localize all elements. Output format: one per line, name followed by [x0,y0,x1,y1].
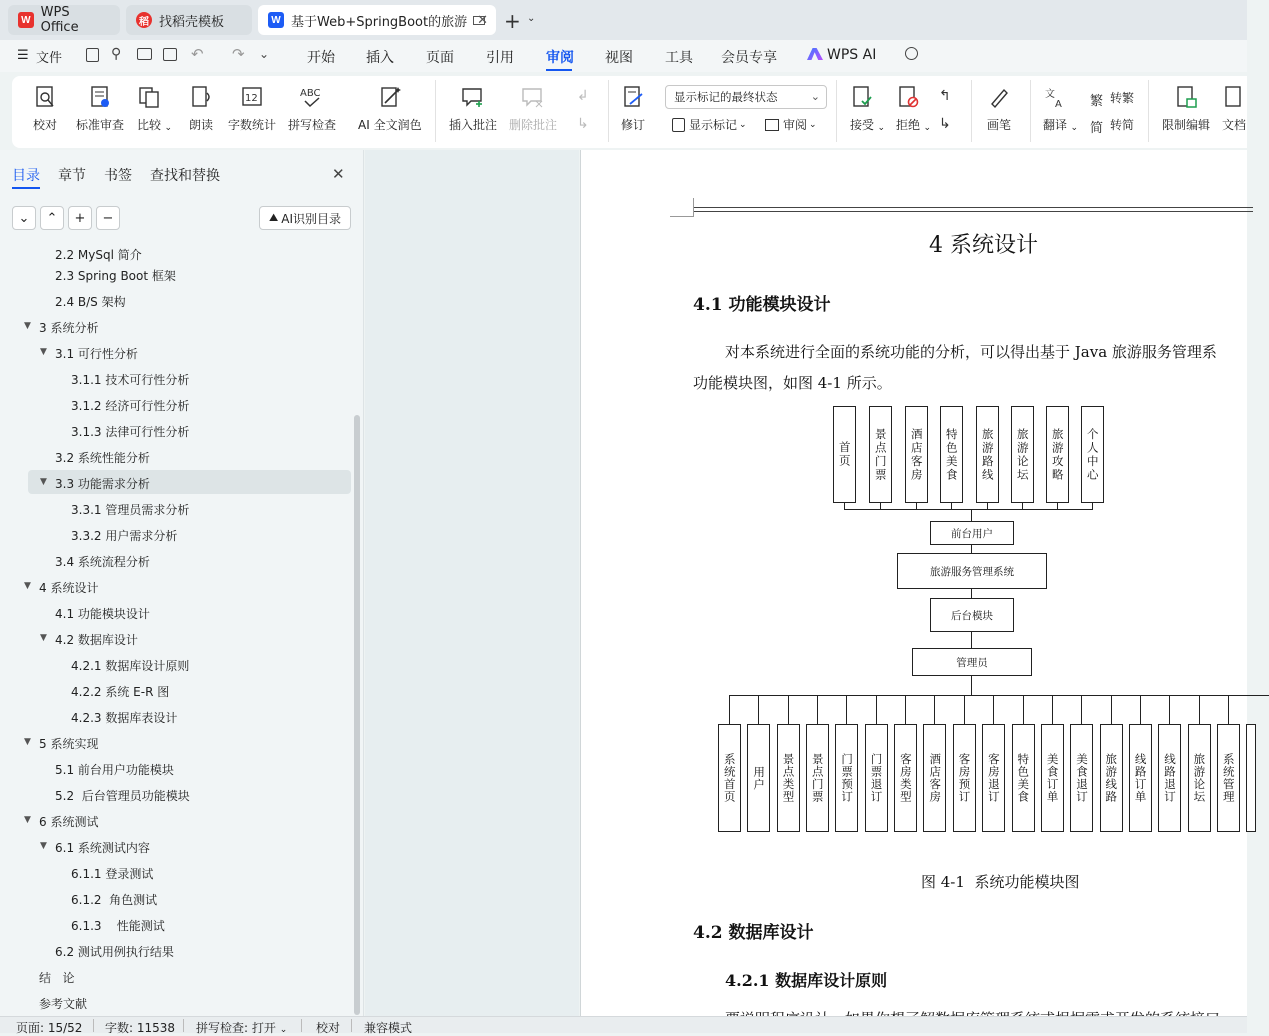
to-simplified-button[interactable]: 简 转简 [1090,118,1135,136]
redo-icon[interactable]: ↷ [232,45,245,63]
menu-view[interactable]: 视图 [605,50,633,66]
connector-line [758,695,759,724]
chevron-down-icon: ⌄ [279,1025,288,1035]
svg-text:ABC: ABC [300,88,321,99]
expand-triangle-icon[interactable]: ▼ [24,581,31,591]
track-changes-button[interactable]: 修订 [620,84,646,133]
status-separator [183,1019,184,1032]
connector-line [1052,695,1053,724]
next-comment-icon[interactable]: ↳ [577,116,589,132]
toc-item[interactable]: 6 系统测试 [39,815,99,829]
bottom-module-box: 景点门票 [806,724,829,832]
close-tab-icon[interactable]: ✕ [477,12,488,28]
expand-triangle-icon[interactable]: ▼ [40,477,47,487]
menu-review[interactable]: 审阅 [546,50,574,66]
toc-item[interactable]: 4.2.2 系统 E-R 图 [71,685,170,699]
standard-review-icon [87,84,113,110]
bottom-module-box: 景点类型 [777,724,800,832]
svg-text:A: A [1055,99,1062,110]
connector-line [817,695,818,724]
bottom-module-box: 美食退订 [1070,724,1093,832]
tab-toc[interactable]: 目录 [12,168,40,184]
read-aloud-button[interactable]: 朗读 [188,84,214,133]
bottom-module-box: 客房类型 [894,724,917,832]
print-icon[interactable] [137,48,152,60]
connector-line [1023,695,1024,724]
paragraph-line: 功能模块图，如图 4-1 所示。 [693,374,892,392]
connector-line [971,632,972,648]
connector-line [844,509,1093,510]
toc-item[interactable]: 3.3.2 用户需求分析 [71,529,178,543]
translate-icon [1042,84,1068,110]
chevron-up-icon: ⌃ [46,210,58,226]
active-panel-tab-underline [12,187,40,189]
next-change-icon[interactable]: ↳ [939,116,951,132]
panel-scrollbar[interactable] [354,415,360,1015]
toc-item[interactable]: 6.1.3 性能测试 [71,919,165,933]
top-module-box: 旅游攻略 [1046,406,1069,503]
menu-home[interactable]: 开始 [307,50,335,66]
expand-triangle-icon[interactable]: ▼ [24,737,31,747]
connector-line [971,589,972,598]
toc-item[interactable]: 结 论 [39,971,75,985]
menu-file[interactable]: 文件 [36,51,63,66]
chapter-title: 4 系统设计 [929,233,1038,258]
bottom-module-box: 客房预订 [953,724,976,832]
chevron-down-icon: ⌄ [810,90,820,103]
expand-triangle-icon[interactable]: ▼ [24,815,31,825]
show-markup-button[interactable]: 显示标记 ⌄ [672,116,747,133]
restrict-edit-button[interactable]: 限制编辑 [1162,84,1210,133]
bottom-module-box: 线路退订 [1158,724,1181,832]
tab-template[interactable] [126,5,252,35]
toc-item[interactable]: 4 系统设计 [39,581,99,595]
svg-text:文: 文 [1045,89,1055,100]
top-module-box: 旅游路线 [976,406,999,503]
bottom-module-box: 用户 [747,724,770,832]
tab-label: 基于Web+SpringBoot的旅游 [291,14,468,30]
ribbon-separator [1030,80,1031,142]
spell-check-button[interactable]: ABC 拼写检查 [288,84,336,133]
toc-item[interactable]: 2.3 Spring Boot 框架 [55,269,176,283]
menu-references[interactable]: 引用 [486,50,514,66]
ai-icon: ⛰ [269,211,279,224]
connector-line [1199,695,1200,724]
top-module-box: 首页 [833,406,856,503]
show-markup-icon [672,118,685,132]
ribbon-separator [836,80,837,142]
bottom-module-box: 旅游论坛 [1188,724,1211,832]
top-module-box: 旅游论坛 [1011,406,1034,503]
collapse-button[interactable] [40,206,64,230]
toc-item[interactable]: 6.1 系统测试内容 [55,841,150,855]
docer-logo-icon: 稻 [136,12,152,28]
remove-heading-button[interactable] [96,206,120,230]
document-icon [1221,84,1247,110]
insert-comment-icon [460,84,486,110]
toc-item[interactable]: 3.4 系统流程分析 [55,555,150,569]
pen-button[interactable]: 画笔 [986,84,1012,133]
proofread-status[interactable]: 校对 [316,1021,341,1035]
menu-wps-ai[interactable]: WPS AI [827,47,877,63]
front-user-box: 前台用户 [930,521,1014,545]
connector-line [964,695,965,724]
status-separator [93,1019,94,1032]
status-separator [301,1019,302,1032]
status-separator [351,1019,352,1032]
chevron-down-icon: ⌄ [18,210,30,226]
expand-triangle-icon[interactable]: ▼ [40,347,47,357]
bottom-module-box: 客房退订 [982,724,1005,832]
traditional-icon: 繁 [1090,93,1104,109]
section-heading: 4.2 数据库设计 [693,923,814,943]
compare-button[interactable]: 比较 ⌄ [136,84,162,133]
minus-icon: − [102,210,114,226]
menu-page[interactable]: 页面 [426,50,454,66]
tab-label: 找稻壳模板 [159,14,225,30]
toc-item[interactable]: 3.3 功能需求分析 [55,477,150,491]
svg-text:12: 12 [245,93,258,104]
expand-triangle-icon[interactable]: ▼ [24,321,31,331]
active-menu-underline [546,69,572,71]
connector-line [846,695,847,724]
status-bar [0,1016,1247,1033]
toc-item[interactable]: 4.1 功能模块设计 [55,607,150,621]
document-gutter [365,150,579,1016]
document-button[interactable]: 文档 [1221,84,1247,133]
markup-display-dropdown[interactable]: 显示标记的最终状态 ⌄ [665,85,827,109]
delete-comment-button[interactable]: 删除批注 [509,84,557,133]
plus-icon: + [74,210,86,226]
spell-check-status[interactable]: 拼写检查: 打开 ⌄ [196,1021,288,1035]
bottom-module-box: 线路订单 [1129,724,1152,832]
proofread-icon [32,84,58,110]
backend-box: 后台模块 [930,598,1014,632]
connector-line [1140,695,1141,724]
reject-button[interactable]: 拒绝 ⌄ [895,84,921,133]
review-pane-button[interactable]: 审阅 ⌄ [765,116,817,133]
standard-review-button[interactable]: 标准审查 [76,84,124,133]
simplified-icon: 简 [1090,120,1104,136]
save-icon[interactable] [86,48,99,62]
toc-item[interactable]: 4.2.3 数据库表设计 [71,711,178,725]
read-aloud-icon [188,84,214,110]
bottom-module-box: 门票退订 [865,724,888,832]
bottom-module-box: 特色美食 [1012,724,1035,832]
ribbon-separator [971,80,972,142]
print-preview-icon[interactable] [163,48,177,61]
toc-item[interactable]: 6.1.1 登录测试 [71,867,154,881]
header-rule [693,211,1253,212]
tab-label: WPS Office [40,5,79,35]
ribbon-separator [1148,80,1149,142]
bottom-module-box: 系统管理 [1217,724,1240,832]
translate-button[interactable]: 文 A 翻译 ⌄ [1042,84,1068,133]
menu-insert[interactable]: 插入 [366,50,394,66]
ai-toc-button[interactable]: ⛰ AI识别目录 [259,206,351,230]
pen-icon [986,84,1012,110]
menu-tools[interactable]: 工具 [665,50,693,66]
toc-item[interactable]: 4.2.1 数据库设计原则 [71,659,190,673]
word-count-icon [239,84,265,110]
hamburger-icon[interactable]: ☰ [17,48,29,63]
prev-change-icon[interactable]: ↰ [939,88,951,104]
close-panel-icon[interactable]: ✕ [332,165,345,183]
wps-logo-icon: W [18,12,34,28]
proofread-button[interactable]: 校对 [32,84,58,133]
to-traditional-button[interactable]: 繁 转繁 [1090,91,1135,109]
toc-item[interactable]: 2.4 B/S 架构 [55,295,126,309]
ribbon-separator [608,80,609,142]
toc-item[interactable]: 3.2 系统性能分析 [55,451,150,465]
expand-button[interactable] [12,206,36,230]
toc-item[interactable]: 6.1.2 角色测试 [71,893,158,907]
add-heading-button[interactable] [68,206,92,230]
toc-item[interactable]: 2.2 MySql 简介 [55,248,142,262]
bottom-module-box: 旅游线路 [1100,724,1123,832]
bottom-module-box [1246,724,1256,832]
admin-box: 管理员 [912,648,1032,676]
insert-comment-button[interactable]: 插入批注 [449,84,497,133]
tab-document[interactable] [258,5,496,35]
top-module-box: 个人中心 [1081,406,1104,503]
toc-item[interactable]: 5.1 前台用户功能模块 [55,763,174,777]
connector-line [1169,695,1170,724]
bottom-module-box: 门票预订 [835,724,858,832]
track-changes-icon [620,84,646,110]
tab-bookmark[interactable]: 书签 [104,168,132,184]
delete-comment-icon [520,84,546,110]
toc-item[interactable]: 3 系统分析 [39,321,99,335]
connector-line [971,509,972,521]
connector-line [1081,695,1082,724]
accept-button[interactable]: 接受 ⌄ [849,84,875,133]
ribbon-separator [435,80,436,142]
expand-triangle-icon[interactable]: ▼ [40,633,47,643]
header-rule [693,207,1253,208]
compat-mode-status: 兼容模式 [364,1021,413,1035]
compare-icon [136,84,162,110]
ai-polish-button[interactable]: AI 全文润色 [358,84,422,133]
toc-item[interactable]: 3.1 可行性分析 [55,347,138,361]
search-icon[interactable] [905,47,918,60]
bottom-module-box: 系统首页 [718,724,741,832]
system-box: 旅游服务管理系统 [897,553,1047,589]
paragraph-line: 对本系统进行全面的系统功能的分析，可以得出基于 Java 旅游服务管理系 [725,343,1217,361]
bottom-module-box: 酒店客房 [923,724,946,832]
ai-polish-icon [377,84,403,110]
connector-line [934,695,935,724]
bottom-module-box: 美食订单 [1041,724,1064,832]
page-indicator[interactable]: 页面: 15/52 [16,1021,83,1035]
toc-item[interactable]: 3.3.1 管理员需求分析 [71,503,190,517]
tab-wps-office[interactable] [8,5,120,35]
connector-line [729,695,1269,696]
document-page[interactable] [580,150,1247,1016]
toc-item[interactable]: 4.2 数据库设计 [55,633,138,647]
connector-line [993,695,994,724]
section-heading: 4.1 功能模块设计 [693,295,831,315]
toc-item[interactable]: 3.1.3 法律可行性分析 [71,425,190,439]
accept-icon [849,84,875,110]
more-chevron-icon[interactable]: ⌄ [259,47,270,61]
top-module-box: 特色美食 [940,406,963,503]
toc-item[interactable]: 参考文献 [39,997,88,1011]
connector-line [971,545,972,553]
subsection-heading: 4.2.1 数据库设计原则 [725,971,888,990]
undo-icon[interactable]: ↶ [191,45,204,63]
tab-find-replace[interactable]: 查找和替换 [150,168,220,184]
margin-mark [693,198,694,216]
tab-list-chevron-icon[interactable]: ⌄ [527,13,536,24]
review-pane-icon [765,119,779,131]
reject-icon [895,84,921,110]
connector-line [971,676,972,696]
menu-member[interactable]: 会员专享 [721,50,777,66]
word-count-status[interactable]: 字数: 11538 [105,1021,176,1035]
connector-line [905,695,906,724]
connector-line [788,695,789,724]
toc-item[interactable]: 6.2 测试用例执行结果 [55,945,174,959]
tab-chapter[interactable]: 章节 [58,168,86,184]
toc-item[interactable]: 5.2 后台管理员功能模块 [55,789,190,803]
connector-line [876,695,877,724]
connector-line [729,695,730,724]
word-count-button[interactable]: 12 字数统计 [228,84,276,133]
connector-line [1111,695,1112,724]
top-module-box: 酒店客房 [905,406,928,503]
share-icon[interactable]: ⚲ [111,46,122,62]
writer-logo-icon: W [268,12,284,28]
figure-caption: 图 4-1 系统功能模块图 [921,873,1080,891]
toc-item[interactable]: 3.1.1 技术可行性分析 [71,373,190,387]
restrict-edit-icon [1173,84,1199,110]
spell-check-icon [299,84,325,110]
toc-item[interactable]: 3.1.2 经济可行性分析 [71,399,190,413]
toc-item[interactable]: 5 系统实现 [39,737,99,751]
new-tab-icon[interactable]: + [504,9,521,33]
connector-line [1228,695,1229,724]
margin-mark [670,216,694,217]
prev-comment-icon[interactable]: ↲ [577,88,589,104]
top-module-box: 景点门票 [869,406,892,503]
expand-triangle-icon[interactable]: ▼ [40,841,47,851]
